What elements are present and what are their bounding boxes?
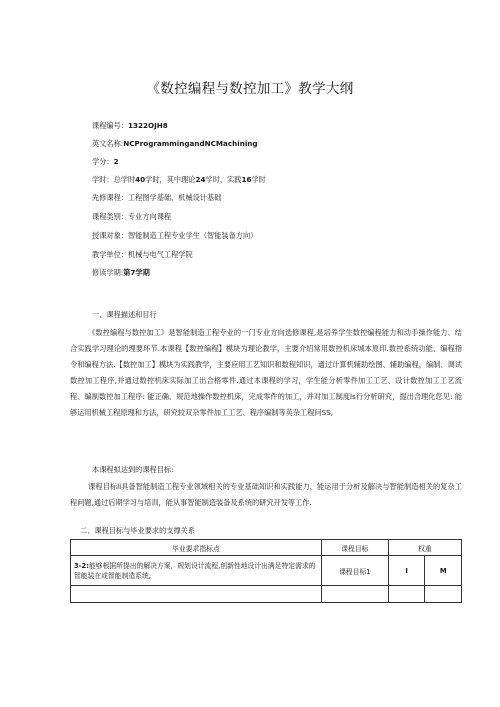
section-1-paragraph-2-text: 课程目标ll具备智能制造工程专业领域相关的专业基础知识和实践能力，能运用于分析及解决与智能制造相关的复杂工程问题,通过后期学习与培训，能从事智能制造装备及系统的研究开发等工作. bbox=[70, 482, 462, 508]
course-goal-cell: 课程目标1 bbox=[321, 556, 388, 586]
header-course-goal: 课程目标 bbox=[321, 540, 388, 556]
hours-practice: 16 bbox=[241, 175, 252, 184]
english-name-value: NCProgrammingandNCMachining bbox=[123, 139, 258, 148]
document-title: 《数控编程与数控加工》教学大纲 bbox=[146, 81, 354, 97]
audience: 授课对象：智能制造工程专业学生（智能装备方向） bbox=[92, 231, 258, 240]
support-relation-table bbox=[70, 539, 462, 603]
hours-theory: 24 bbox=[195, 175, 206, 184]
requirement-text: 能够根据所提出的解决方案，规划设计流程,创新性地设计出满足特定需求的智能装在或智能制造系统, bbox=[74, 561, 316, 580]
header-requirement: 毕业要求指标点 bbox=[71, 540, 322, 556]
semester-label: 修读学期: bbox=[92, 268, 124, 277]
english-name bbox=[92, 139, 258, 149]
prerequisites: 先修课程：工程图学基础、机械设计基础 bbox=[92, 193, 222, 202]
requirement-cell bbox=[71, 556, 322, 586]
requirement-cell bbox=[71, 586, 322, 603]
section-2-heading: 二、课程目标与毕业要求的支撑关系 bbox=[80, 526, 196, 535]
table-header-row bbox=[71, 540, 462, 556]
course-goals-intro: 本课程拟达到的课程目标: bbox=[92, 465, 174, 474]
hours-end: 学时 bbox=[251, 175, 266, 184]
weight-cell-2: M bbox=[425, 556, 462, 586]
hours-mid2: 学时，实践 bbox=[205, 175, 242, 184]
section-1-heading: 一、课程描述和目行 bbox=[92, 310, 157, 319]
semester bbox=[92, 268, 150, 278]
teaching-unit: 教学单位：机械与电气工程学院 bbox=[92, 250, 193, 259]
course-type: 课程类别：专业方向课程 bbox=[92, 212, 172, 221]
weight-cell-1: I bbox=[388, 556, 425, 586]
section-1-paragraph-2 bbox=[70, 479, 462, 511]
course-code bbox=[92, 121, 168, 131]
course-code-label: 课程编号： bbox=[92, 121, 128, 130]
credits-value: 2 bbox=[113, 157, 119, 166]
section-1-paragraph-1 bbox=[70, 325, 462, 422]
credits-label: 学分： bbox=[92, 157, 114, 166]
hours-mid1: 学时，其中理论 bbox=[145, 175, 196, 184]
weight-cell-2 bbox=[425, 586, 462, 603]
hours bbox=[92, 175, 266, 185]
table-row bbox=[71, 586, 462, 603]
credits bbox=[92, 157, 119, 167]
header-weight: 权重 bbox=[388, 540, 461, 556]
course-goal-cell bbox=[321, 586, 388, 603]
semester-value: 第7学期 bbox=[123, 268, 150, 277]
requirement-number: 3-2: bbox=[74, 561, 89, 570]
hours-total: 40 bbox=[135, 175, 146, 184]
table-row bbox=[71, 556, 462, 586]
section-1-paragraph-1-text: 《数控编程与数控加工》是智能制造工程专业的一门专业方向选修课程,是培养学生数控编程能力和动手操作能力、结合实践学习理论的理要环节.本课程【数控编程】模块为理论教学，主要介绍常用数控机床城本原印.数控系统功能、编程指令和编程方法.【数控加工】模块为实践教学，主要应用工艺知识和数程知识，通过计算机辅助绘图、辅助编程，编制、调试数控加工程序,并通过数控机床实际加工出合格零件.通过本课程的学习，学生能分析零件加工工艺、设计数控加工工艺流程、编制数控加工程序: 能正确、规范地操作数控机床，完成零件的加工，并对加工制度ls行分析研究，提出合理化您见: 能够运用机械工程原理和方法，研究较双杂零件加工工艺、程序编制等英杂工程问SS, bbox=[70, 328, 462, 418]
english-name-label: 英文名称: bbox=[92, 139, 124, 148]
course-code-value: 1322OJH8 bbox=[127, 121, 168, 130]
weight-cell-1 bbox=[388, 586, 425, 603]
hours-label: 学时：总学时 bbox=[92, 175, 136, 184]
